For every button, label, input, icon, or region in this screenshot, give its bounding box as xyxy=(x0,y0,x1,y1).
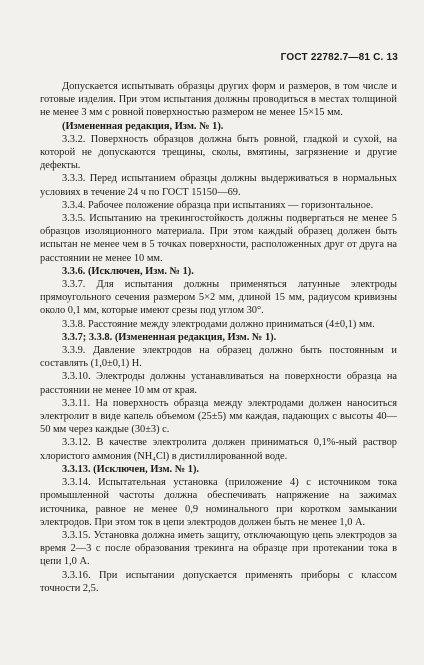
amendment-note: 3.3.13. (Исключен, Изм. № 1). xyxy=(62,463,200,475)
paragraph: 3.3.8. Расстояние между электродами должно приниматься (4±0,1) мм. xyxy=(62,318,375,330)
paragraph: 3.3.16. При испытании допускается применять приборы с классом точности 2,5. xyxy=(40,569,397,594)
paragraph: 3.3.3. Перед испытанием образцы должны выдерживаться в нормальных условиях в течение 24 ч по ГОСТ 15150—69. xyxy=(40,173,397,198)
amendment-note: 3.3.7; 3.3.8. (Измененная редакция, Изм. № 1). xyxy=(62,331,277,343)
paragraph: 3.3.2. Поверхность образцов должна быть ровной, гладкой и сухой, на которой не допускаются трещины, сколы, вмятины, загрязнение и другие дефекты. xyxy=(40,133,397,172)
paragraph: 3.3.14. Испытательная установка (приложение 4) с источником тока промышленной частоты должна обеспечивать напряжение на зажимах источника, равное не менее 0,9 номинального при коротком замыкании электродов. При этом ток в цепи электродов должен быть не менее 1,0 А. xyxy=(40,477,397,528)
paragraph: Допускается испытывать образцы других форм и размеров, в том числе и готовые изделия. При этом испытания должны проводиться в местах толщиной не менее 3 мм с ровной поверхностью размером не менее 15×15 мм. xyxy=(40,81,397,119)
amendment-note: (Измененная редакция, Изм. № 1). xyxy=(62,120,224,132)
paragraph: 3.3.11. На поверхность образца между электродами должен наноситься электролит в виде капель объемом (25±5) мм каждая, падающих с высоты 40—50 мм через каждые (30±3) с. xyxy=(40,397,397,436)
page-header: ГОСТ 22782.7—81 С. 13 xyxy=(280,52,398,63)
document-body xyxy=(40,80,397,595)
paragraph: 3.3.7. Для испытания должны применяться латунные электроды прямоугольного сечения размером 5×2 мм, длиной 15 мм, радиусом кривизны около 0,1 мм, которые имеют срезы под углом 30°. xyxy=(40,279,397,317)
paragraph: 3.3.12. В качестве электролита должен приниматься 0,1%-ный раствор хлористого аммония (NH₄Cl) в дистиллированной воде. xyxy=(40,437,397,462)
paragraph: 3.3.15. Установка должна иметь защиту, отключающую цепь электродов за время 2—3 с после образования трекинга на образце при протекании тока в цепи 1,0 А. xyxy=(40,529,397,568)
amendment-note: 3.3.6. (Исключен, Изм. № 1). xyxy=(62,265,194,277)
paragraph: 3.3.5. Испытанию на трекингостойкость должны подвергаться не менее 5 образцов изоляционного материала. При этом каждый образец должен быть испытан не менее чем в 5 точках поверхности, расположенных друг от друга на расстоянии не менее 10 мм. xyxy=(40,213,397,264)
paragraph: 3.3.9. Давление электродов на образец должно быть постоянным и составлять (1,0±0,1) Н. xyxy=(40,345,397,370)
paragraph: 3.3.4. Рабочее положение образца при испытаниях — горизонтальное. xyxy=(62,199,374,211)
paragraph: 3.3.10. Электроды должны устанавливаться на поверхности образца на расстоянии не менее 10 мм от края. xyxy=(40,371,397,396)
